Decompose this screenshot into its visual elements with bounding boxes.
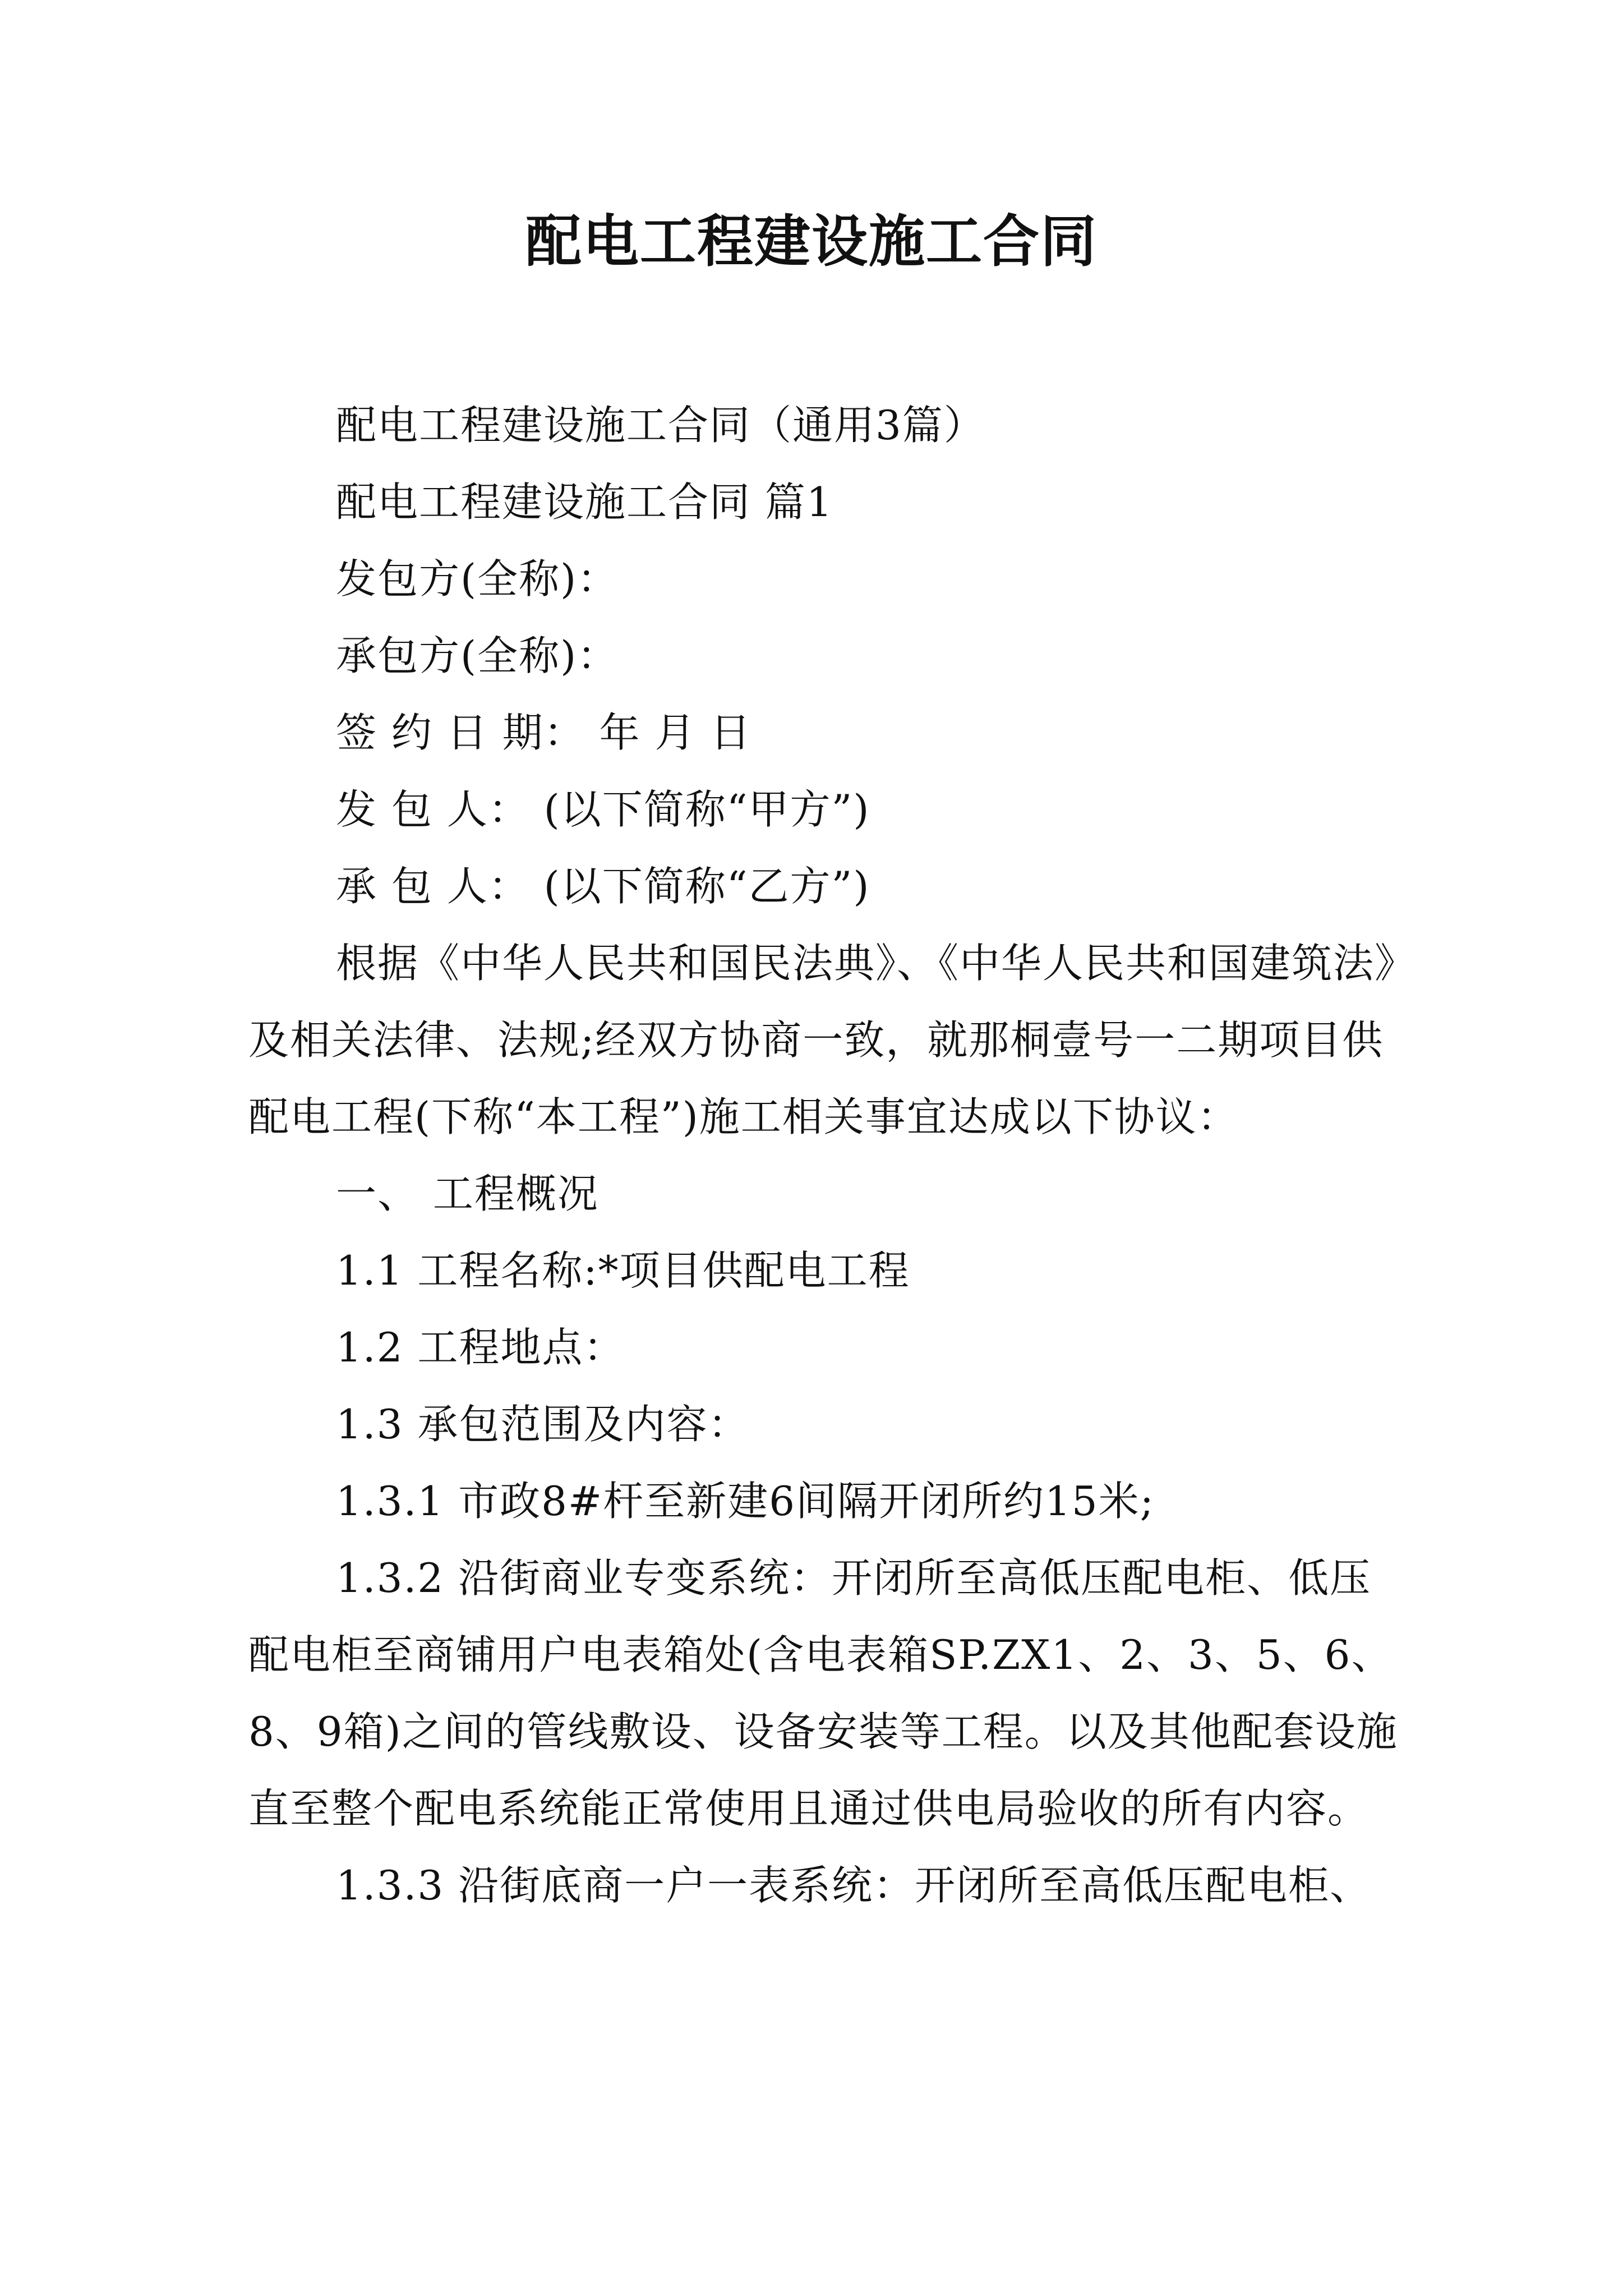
party-a-line: 发 包 人： (以下简称“甲方”) xyxy=(336,786,870,833)
contractor-line: 承包方(全称)： xyxy=(336,632,619,679)
clause-1-3-2: 1.3.2 沿街商业专变系统：开闭所至高低压配电柜、低压配电柜至商铺用户电表箱处(含电表箱SP.ZX1、2、3、5、6、8、9箱)之间的管线敷设、设备安装等工程。以及其他配套设施直至整个配电系统能正常使用且通过供电局验收的所有内容。 xyxy=(248,1554,1398,1832)
signing-date-line: 签 约 日 期： 年 月 日 xyxy=(336,709,752,756)
clause-1-3: 1.3 承包范围及内容： xyxy=(336,1401,750,1448)
clause-1-1: 1.1 工程名称:*项目供配电工程 xyxy=(336,1247,910,1294)
employer-line: 发包方(全称)： xyxy=(336,555,619,602)
document-body xyxy=(248,387,1398,1924)
subtitle-line: 配电工程建设施工合同（通用3篇） xyxy=(336,402,985,449)
preamble-paragraph: 根据《中华人民共和国民法典》、《中华人民共和国建筑法》及相关法律、法规;经双方协商一致，就那桐壹号一二期项目供配电工程(下称“本工程”)施工相关事宜达成以下协议： xyxy=(248,940,1396,1140)
party-b-line: 承 包 人： (以下简称“乙方”) xyxy=(336,863,870,910)
chapter-heading: 一、 工程概况 xyxy=(336,1170,599,1217)
clause-1-3-3: 1.3.3 沿街底商一户一表系统：开闭所至高低压配电柜、 xyxy=(336,1862,1372,1909)
clause-1-3-1: 1.3.1 市政8#杆至新建6间隔开闭所约15米; xyxy=(336,1478,1155,1525)
clause-1-2: 1.2 工程地点： xyxy=(336,1324,625,1371)
section-heading: 配电工程建设施工合同 篇1 xyxy=(336,478,833,526)
document-title: 配电工程建设施工合同 xyxy=(525,208,1098,274)
